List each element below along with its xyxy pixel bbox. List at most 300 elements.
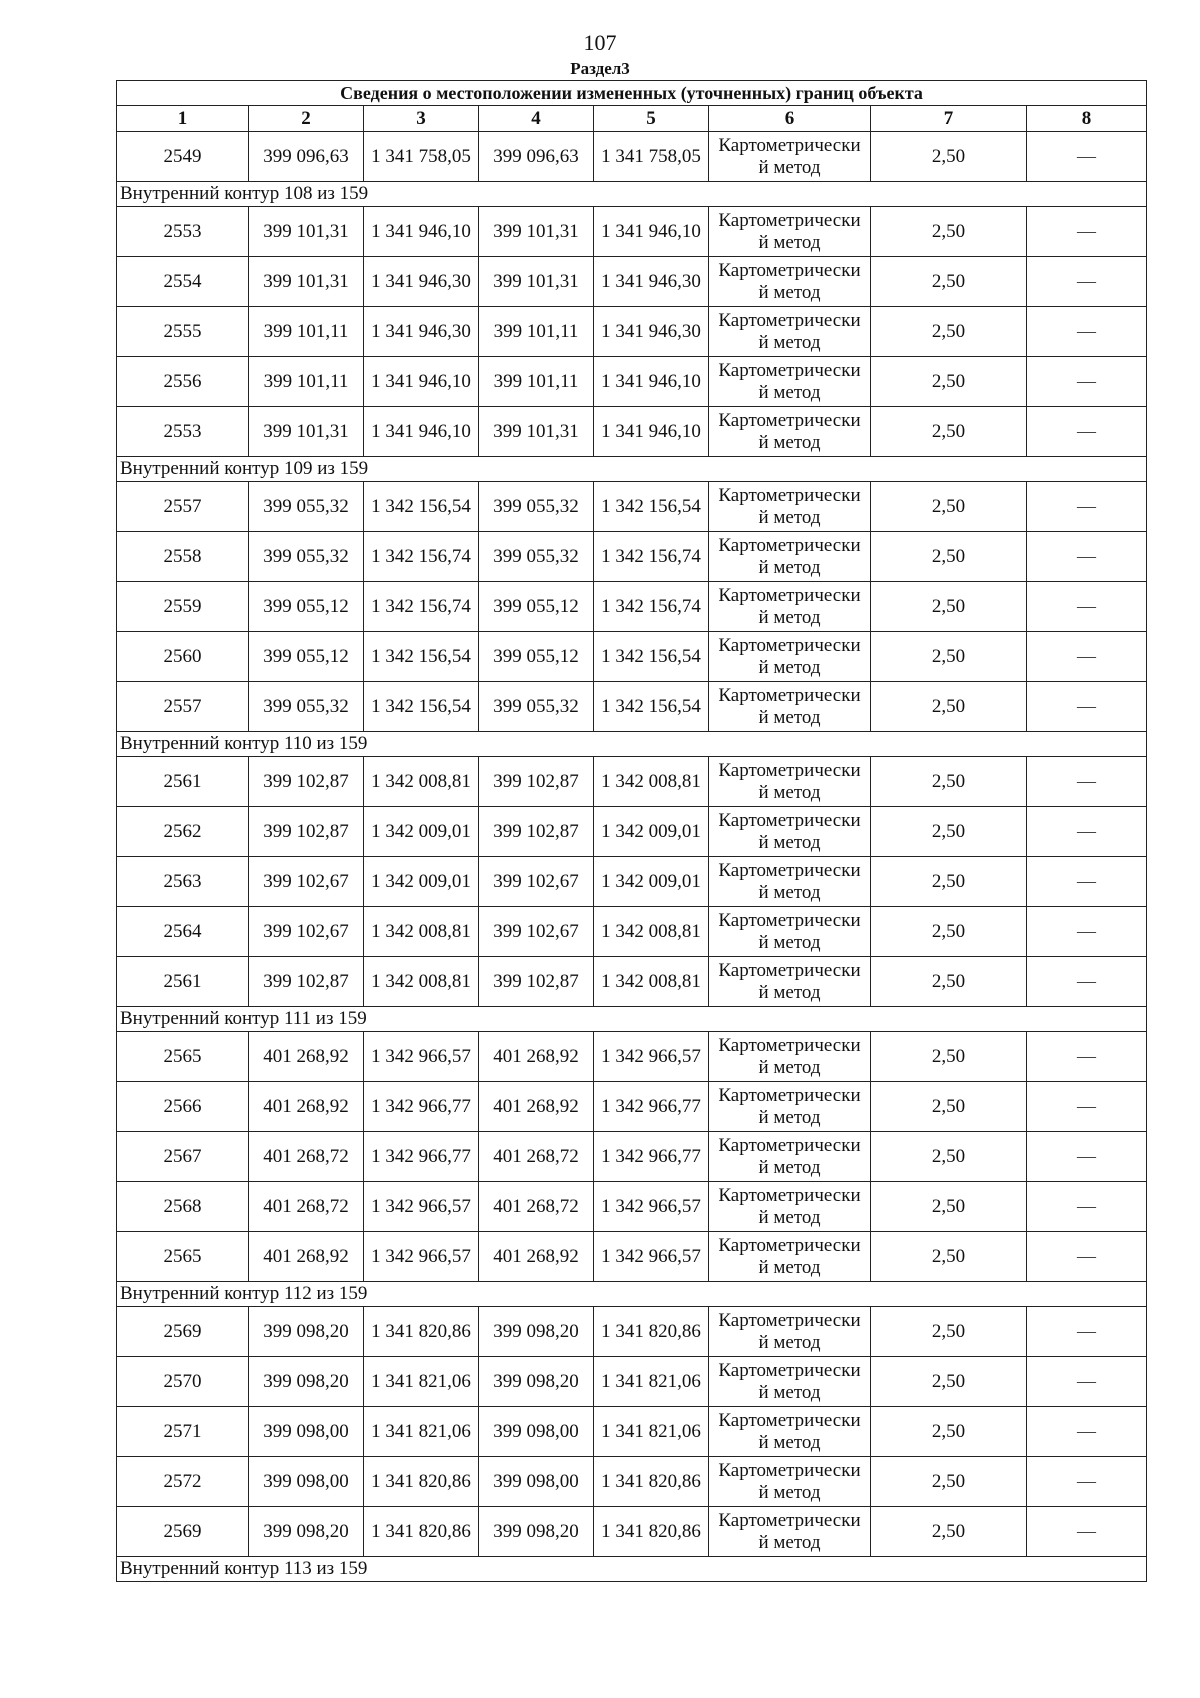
accuracy-cell: 2,50 (871, 1507, 1027, 1557)
dash-cell: — (1027, 757, 1147, 807)
method-line-1: Картометрически (718, 1459, 861, 1481)
method-line-2: й метод (758, 281, 821, 303)
table-title-row (117, 81, 1147, 106)
dash-cell: — (1027, 1232, 1147, 1282)
accuracy-cell: 2,50 (871, 207, 1027, 257)
method-line-1: Картометрически (718, 1034, 861, 1056)
dash-cell: — (1027, 1082, 1147, 1132)
method-line-2: й метод (758, 331, 821, 353)
new-x-cell: 399 101,31 (479, 407, 594, 457)
table-row (117, 132, 1147, 182)
method-line-1: Картометрически (718, 584, 861, 606)
accuracy-cell: 2,50 (871, 357, 1027, 407)
column-header: 5 (594, 106, 709, 132)
method-line-1: Картометрически (718, 759, 861, 781)
dash-cell: — (1027, 1507, 1147, 1557)
method-cell (709, 482, 871, 532)
column-header: 4 (479, 106, 594, 132)
table-row (117, 532, 1147, 582)
method-cell (709, 1407, 871, 1457)
point-number-cell: 2557 (117, 482, 249, 532)
new-y-cell: 1 342 156,54 (594, 482, 709, 532)
contour-row (117, 732, 1147, 757)
new-x-cell: 401 268,92 (479, 1082, 594, 1132)
new-x-cell: 399 098,00 (479, 1457, 594, 1507)
old-y-cell: 1 342 966,57 (364, 1182, 479, 1232)
point-number-cell: 2563 (117, 857, 249, 907)
table-row (117, 1407, 1147, 1457)
method-cell (709, 257, 871, 307)
method-line-2: й метод (758, 881, 821, 903)
new-x-cell: 399 101,11 (479, 307, 594, 357)
table-row (117, 1357, 1147, 1407)
new-x-cell: 399 055,32 (479, 482, 594, 532)
accuracy-cell: 2,50 (871, 757, 1027, 807)
dash-cell: — (1027, 582, 1147, 632)
column-header: 7 (871, 106, 1027, 132)
method-cell (709, 1307, 871, 1357)
new-y-cell: 1 341 946,10 (594, 407, 709, 457)
new-x-cell: 399 102,87 (479, 757, 594, 807)
old-y-cell: 1 341 820,86 (364, 1457, 479, 1507)
old-y-cell: 1 341 758,05 (364, 132, 479, 182)
old-x-cell: 399 102,67 (249, 857, 364, 907)
contour-label: Внутренний контур 108 из 159 (117, 182, 1147, 207)
method-line-2: й метод (758, 706, 821, 728)
new-y-cell: 1 342 966,57 (594, 1182, 709, 1232)
old-y-cell: 1 341 820,86 (364, 1507, 479, 1557)
accuracy-cell: 2,50 (871, 1032, 1027, 1082)
old-x-cell: 399 055,12 (249, 632, 364, 682)
method-line-1: Картометрически (718, 684, 861, 706)
dash-cell: — (1027, 307, 1147, 357)
method-line-1: Картометрически (718, 634, 861, 656)
new-x-cell: 399 055,12 (479, 632, 594, 682)
new-x-cell: 399 102,67 (479, 907, 594, 957)
column-header: 1 (117, 106, 249, 132)
new-x-cell: 399 098,20 (479, 1507, 594, 1557)
method-cell (709, 1232, 871, 1282)
new-y-cell: 1 342 156,54 (594, 632, 709, 682)
method-line-2: й метод (758, 831, 821, 853)
new-y-cell: 1 342 156,74 (594, 532, 709, 582)
page-number: 107 (583, 30, 617, 55)
table-row (117, 1132, 1147, 1182)
new-y-cell: 1 342 008,81 (594, 757, 709, 807)
accuracy-cell: 2,50 (871, 632, 1027, 682)
point-number-cell: 2569 (117, 1307, 249, 1357)
new-x-cell: 399 096,63 (479, 132, 594, 182)
point-number-cell: 2562 (117, 807, 249, 857)
accuracy-cell: 2,50 (871, 907, 1027, 957)
dash-cell: — (1027, 632, 1147, 682)
new-y-cell: 1 342 008,81 (594, 957, 709, 1007)
point-number-cell: 2564 (117, 907, 249, 957)
old-y-cell: 1 342 966,77 (364, 1082, 479, 1132)
method-line-2: й метод (758, 1331, 821, 1353)
method-cell (709, 1132, 871, 1182)
table-row (117, 907, 1147, 957)
contour-row (117, 1557, 1147, 1582)
new-x-cell: 399 102,87 (479, 957, 594, 1007)
new-y-cell: 1 342 966,57 (594, 1032, 709, 1082)
contour-row (117, 182, 1147, 207)
point-number-cell: 2565 (117, 1232, 249, 1282)
point-number-cell: 2567 (117, 1132, 249, 1182)
old-y-cell: 1 341 821,06 (364, 1407, 479, 1457)
method-cell (709, 907, 871, 957)
old-y-cell: 1 342 156,54 (364, 682, 479, 732)
method-line-1: Картометрически (718, 259, 861, 281)
contour-row (117, 1282, 1147, 1307)
old-x-cell: 399 101,31 (249, 257, 364, 307)
accuracy-cell: 2,50 (871, 532, 1027, 582)
table-row (117, 582, 1147, 632)
point-number-cell: 2570 (117, 1357, 249, 1407)
old-y-cell: 1 342 008,81 (364, 757, 479, 807)
point-number-cell: 2565 (117, 1032, 249, 1082)
method-line-1: Картометрически (718, 1134, 861, 1156)
method-line-1: Картометрически (718, 409, 861, 431)
old-y-cell: 1 341 820,86 (364, 1307, 479, 1357)
new-x-cell: 399 102,67 (479, 857, 594, 907)
old-y-cell: 1 342 156,74 (364, 532, 479, 582)
point-number-cell: 2566 (117, 1082, 249, 1132)
method-cell (709, 207, 871, 257)
old-y-cell: 1 342 156,54 (364, 482, 479, 532)
accuracy-cell: 2,50 (871, 807, 1027, 857)
method-line-1: Картометрически (718, 484, 861, 506)
method-cell (709, 757, 871, 807)
table-row (117, 1307, 1147, 1357)
table-row (117, 1507, 1147, 1557)
old-x-cell: 399 101,11 (249, 357, 364, 407)
method-line-1: Картометрически (718, 959, 861, 981)
accuracy-cell: 2,50 (871, 957, 1027, 1007)
point-number-cell: 2571 (117, 1407, 249, 1457)
column-header: 6 (709, 106, 871, 132)
method-line-2: й метод (758, 1156, 821, 1178)
old-y-cell: 1 341 946,10 (364, 407, 479, 457)
old-x-cell: 399 055,32 (249, 682, 364, 732)
table-row (117, 407, 1147, 457)
method-line-1: Картометрически (718, 209, 861, 231)
dash-cell: — (1027, 1032, 1147, 1082)
dash-cell: — (1027, 1357, 1147, 1407)
method-line-1: Картометрически (718, 1359, 861, 1381)
method-line-2: й метод (758, 431, 821, 453)
new-y-cell: 1 342 966,77 (594, 1132, 709, 1182)
method-line-2: й метод (758, 781, 821, 803)
method-line-1: Картометрически (718, 134, 861, 156)
accuracy-cell: 2,50 (871, 857, 1027, 907)
method-line-1: Картометрически (718, 534, 861, 556)
method-cell (709, 1457, 871, 1507)
old-y-cell: 1 342 156,54 (364, 632, 479, 682)
old-x-cell: 401 268,92 (249, 1032, 364, 1082)
accuracy-cell: 2,50 (871, 1407, 1027, 1457)
new-x-cell: 399 101,31 (479, 207, 594, 257)
old-y-cell: 1 342 009,01 (364, 807, 479, 857)
point-number-cell: 2554 (117, 257, 249, 307)
method-cell (709, 357, 871, 407)
method-cell (709, 407, 871, 457)
old-x-cell: 399 102,87 (249, 757, 364, 807)
table-row (117, 482, 1147, 532)
method-line-1: Картометрически (718, 359, 861, 381)
point-number-cell: 2559 (117, 582, 249, 632)
accuracy-cell: 2,50 (871, 257, 1027, 307)
table-row (117, 1457, 1147, 1507)
dash-cell: — (1027, 1407, 1147, 1457)
column-header: 8 (1027, 106, 1147, 132)
point-number-cell: 2555 (117, 307, 249, 357)
point-number-cell: 2553 (117, 407, 249, 457)
table-row (117, 632, 1147, 682)
method-cell (709, 532, 871, 582)
dash-cell: — (1027, 857, 1147, 907)
table-row (117, 1232, 1147, 1282)
method-line-1: Картометрически (718, 1309, 861, 1331)
column-header: 2 (249, 106, 364, 132)
method-cell (709, 582, 871, 632)
method-line-2: й метод (758, 556, 821, 578)
accuracy-cell: 2,50 (871, 1232, 1027, 1282)
accuracy-cell: 2,50 (871, 1132, 1027, 1182)
point-number-cell: 2568 (117, 1182, 249, 1232)
old-y-cell: 1 341 946,10 (364, 207, 479, 257)
accuracy-cell: 2,50 (871, 482, 1027, 532)
method-line-2: й метод (758, 1256, 821, 1278)
accuracy-cell: 2,50 (871, 1357, 1027, 1407)
old-y-cell: 1 341 946,30 (364, 307, 479, 357)
dash-cell: — (1027, 532, 1147, 582)
method-cell (709, 632, 871, 682)
accuracy-cell: 2,50 (871, 582, 1027, 632)
old-y-cell: 1 341 946,10 (364, 357, 479, 407)
table-row (117, 857, 1147, 907)
dash-cell: — (1027, 1307, 1147, 1357)
new-y-cell: 1 341 946,10 (594, 207, 709, 257)
table-row (117, 1082, 1147, 1132)
table-row (117, 207, 1147, 257)
old-x-cell: 399 098,20 (249, 1507, 364, 1557)
method-cell (709, 1032, 871, 1082)
contour-label: Внутренний контур 113 из 159 (117, 1557, 1147, 1582)
method-line-1: Картометрически (718, 909, 861, 931)
new-y-cell: 1 342 008,81 (594, 907, 709, 957)
new-y-cell: 1 341 820,86 (594, 1507, 709, 1557)
old-x-cell: 399 102,87 (249, 807, 364, 857)
table-row (117, 682, 1147, 732)
new-y-cell: 1 341 758,05 (594, 132, 709, 182)
method-line-2: й метод (758, 656, 821, 678)
point-number-cell: 2572 (117, 1457, 249, 1507)
dash-cell: — (1027, 482, 1147, 532)
boundary-coordinates-table (116, 80, 1147, 1582)
old-x-cell: 401 268,72 (249, 1132, 364, 1182)
dash-cell: — (1027, 357, 1147, 407)
method-cell (709, 1082, 871, 1132)
method-cell (709, 1182, 871, 1232)
column-header: 3 (364, 106, 479, 132)
old-y-cell: 1 342 966,57 (364, 1232, 479, 1282)
method-cell (709, 857, 871, 907)
old-x-cell: 399 055,32 (249, 482, 364, 532)
method-line-2: й метод (758, 981, 821, 1003)
new-y-cell: 1 341 820,86 (594, 1307, 709, 1357)
table-row (117, 1182, 1147, 1232)
new-y-cell: 1 341 820,86 (594, 1457, 709, 1507)
dash-cell: — (1027, 682, 1147, 732)
old-x-cell: 399 096,63 (249, 132, 364, 182)
dash-cell: — (1027, 257, 1147, 307)
accuracy-cell: 2,50 (871, 132, 1027, 182)
new-y-cell: 1 341 821,06 (594, 1357, 709, 1407)
method-line-2: й метод (758, 1481, 821, 1503)
old-y-cell: 1 342 966,77 (364, 1132, 479, 1182)
new-x-cell: 399 055,32 (479, 682, 594, 732)
method-line-1: Картометрически (718, 1184, 861, 1206)
old-x-cell: 399 102,67 (249, 907, 364, 957)
method-cell (709, 807, 871, 857)
new-y-cell: 1 342 156,74 (594, 582, 709, 632)
method-line-1: Картометрически (718, 309, 861, 331)
accuracy-cell: 2,50 (871, 1182, 1027, 1232)
method-line-2: й метод (758, 506, 821, 528)
old-x-cell: 399 098,20 (249, 1357, 364, 1407)
old-y-cell: 1 342 008,81 (364, 907, 479, 957)
method-cell (709, 957, 871, 1007)
contour-label: Внутренний контур 110 из 159 (117, 732, 1147, 757)
table-row (117, 1032, 1147, 1082)
contour-label: Внутренний контур 109 из 159 (117, 457, 1147, 482)
table-row (117, 957, 1147, 1007)
method-line-2: й метод (758, 1531, 821, 1553)
table-row (117, 257, 1147, 307)
method-cell (709, 307, 871, 357)
dash-cell: — (1027, 1132, 1147, 1182)
accuracy-cell: 2,50 (871, 1307, 1027, 1357)
point-number-cell: 2558 (117, 532, 249, 582)
table-title: Сведения о местоположении измененных (уточненных) границ объекта (117, 81, 1147, 106)
old-x-cell: 399 102,87 (249, 957, 364, 1007)
contour-row (117, 457, 1147, 482)
method-line-1: Картометрически (718, 1509, 861, 1531)
dash-cell: — (1027, 907, 1147, 957)
old-x-cell: 399 055,32 (249, 532, 364, 582)
old-x-cell: 401 268,92 (249, 1232, 364, 1282)
old-x-cell: 401 268,72 (249, 1182, 364, 1232)
new-y-cell: 1 341 946,30 (594, 307, 709, 357)
old-x-cell: 399 098,00 (249, 1457, 364, 1507)
table-row (117, 757, 1147, 807)
new-y-cell: 1 342 009,01 (594, 807, 709, 857)
new-x-cell: 401 268,92 (479, 1032, 594, 1082)
new-x-cell: 399 098,00 (479, 1407, 594, 1457)
old-y-cell: 1 341 821,06 (364, 1357, 479, 1407)
dash-cell: — (1027, 1182, 1147, 1232)
new-x-cell: 401 268,72 (479, 1182, 594, 1232)
point-number-cell: 2557 (117, 682, 249, 732)
old-x-cell: 399 098,20 (249, 1307, 364, 1357)
point-number-cell: 2553 (117, 207, 249, 257)
method-line-2: й метод (758, 231, 821, 253)
point-number-cell: 2549 (117, 132, 249, 182)
new-x-cell: 399 055,12 (479, 582, 594, 632)
dash-cell: — (1027, 807, 1147, 857)
dash-cell: — (1027, 132, 1147, 182)
new-y-cell: 1 342 009,01 (594, 857, 709, 907)
new-x-cell: 401 268,92 (479, 1232, 594, 1282)
new-y-cell: 1 341 946,30 (594, 257, 709, 307)
method-line-2: й метод (758, 1206, 821, 1228)
dash-cell: — (1027, 957, 1147, 1007)
new-x-cell: 399 101,11 (479, 357, 594, 407)
method-line-2: й метод (758, 931, 821, 953)
accuracy-cell: 2,50 (871, 682, 1027, 732)
new-y-cell: 1 342 156,54 (594, 682, 709, 732)
method-line-1: Картометрически (718, 1084, 861, 1106)
column-number-row (117, 106, 1147, 132)
method-line-2: й метод (758, 1056, 821, 1078)
new-x-cell: 401 268,72 (479, 1132, 594, 1182)
method-line-1: Картометрически (718, 809, 861, 831)
point-number-cell: 2560 (117, 632, 249, 682)
new-y-cell: 1 341 946,10 (594, 357, 709, 407)
method-line-1: Картометрически (718, 1409, 861, 1431)
method-cell (709, 1507, 871, 1557)
accuracy-cell: 2,50 (871, 1457, 1027, 1507)
point-number-cell: 2561 (117, 957, 249, 1007)
old-x-cell: 399 055,12 (249, 582, 364, 632)
old-x-cell: 399 101,31 (249, 207, 364, 257)
dash-cell: — (1027, 407, 1147, 457)
accuracy-cell: 2,50 (871, 407, 1027, 457)
dash-cell: — (1027, 207, 1147, 257)
table-body (117, 81, 1147, 1582)
old-y-cell: 1 341 946,30 (364, 257, 479, 307)
old-y-cell: 1 342 966,57 (364, 1032, 479, 1082)
old-x-cell: 399 098,00 (249, 1407, 364, 1457)
old-y-cell: 1 342 008,81 (364, 957, 479, 1007)
point-number-cell: 2569 (117, 1507, 249, 1557)
accuracy-cell: 2,50 (871, 307, 1027, 357)
new-x-cell: 399 055,32 (479, 532, 594, 582)
contour-label: Внутренний контур 111 из 159 (117, 1007, 1147, 1032)
method-line-1: Картометрически (718, 859, 861, 881)
new-x-cell: 399 098,20 (479, 1357, 594, 1407)
method-line-2: й метод (758, 381, 821, 403)
new-y-cell: 1 342 966,77 (594, 1082, 709, 1132)
method-line-1: Картометрически (718, 1234, 861, 1256)
old-y-cell: 1 342 009,01 (364, 857, 479, 907)
new-y-cell: 1 341 821,06 (594, 1407, 709, 1457)
contour-row (117, 1007, 1147, 1032)
table-row (117, 807, 1147, 857)
section-title: Раздел3 (570, 59, 630, 78)
new-x-cell: 399 098,20 (479, 1307, 594, 1357)
table-row (117, 357, 1147, 407)
new-x-cell: 399 102,87 (479, 807, 594, 857)
method-cell (709, 132, 871, 182)
accuracy-cell: 2,50 (871, 1082, 1027, 1132)
method-cell (709, 682, 871, 732)
method-line-2: й метод (758, 156, 821, 178)
table-row (117, 307, 1147, 357)
method-line-2: й метод (758, 1106, 821, 1128)
contour-label: Внутренний контур 112 из 159 (117, 1282, 1147, 1307)
